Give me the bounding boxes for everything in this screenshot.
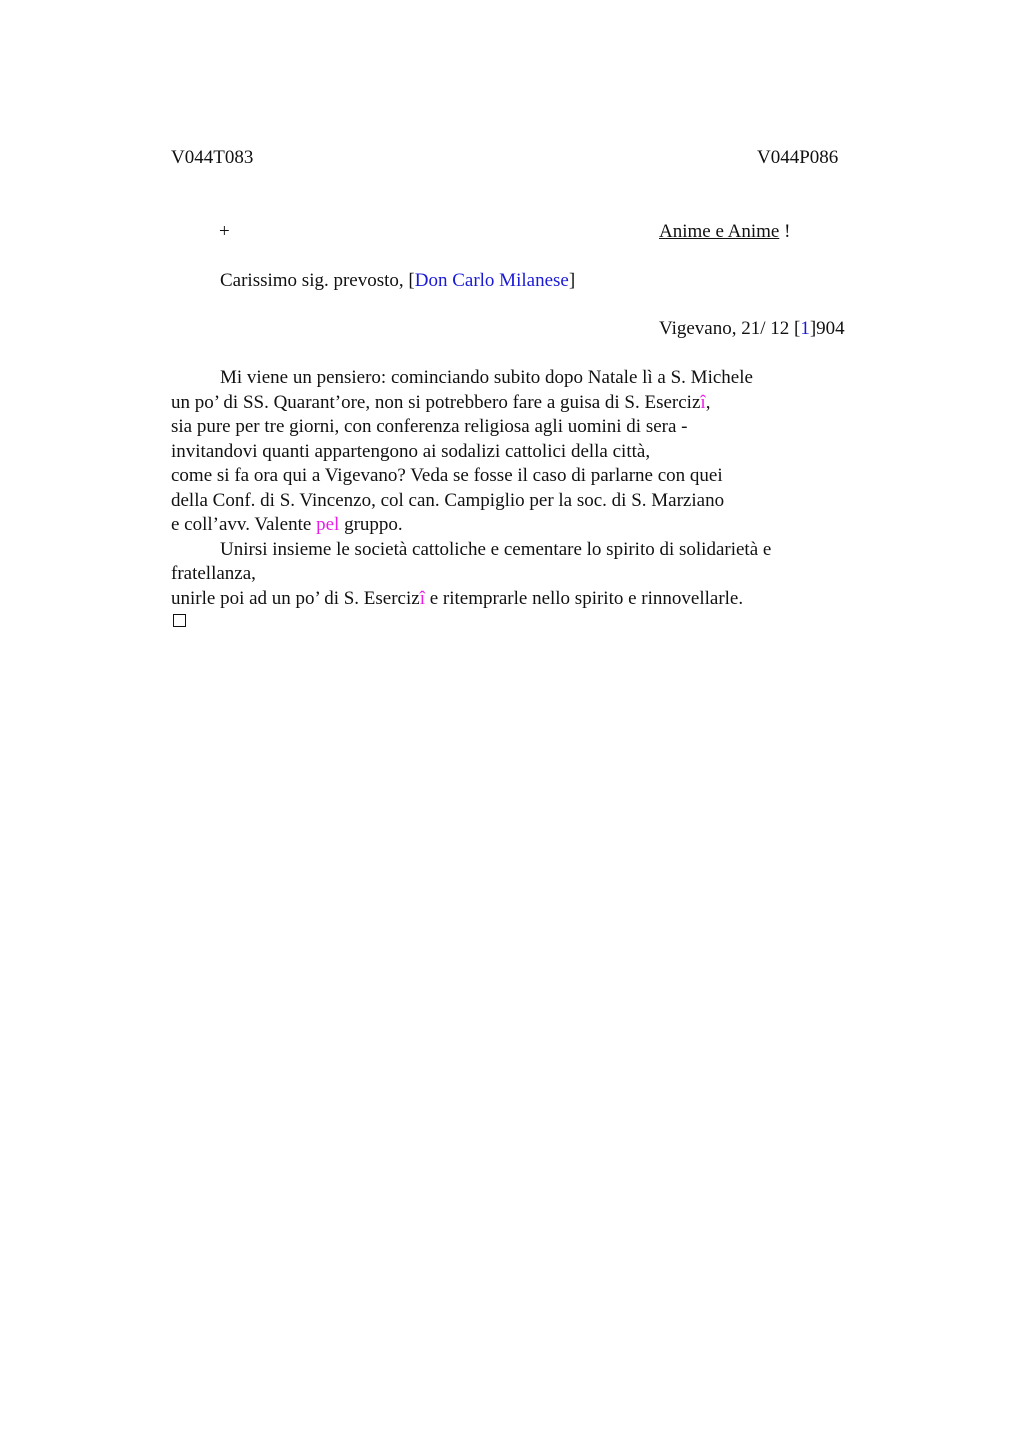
- salutation-prefix: Carissimo sig. prevosto, [: [220, 270, 415, 291]
- letter-title-exclamation: !: [779, 221, 791, 242]
- body-line-2-text: un po’ di SS. Quarant’ore, non si potrebbero fare a guisa di S. Eserciz: [171, 392, 701, 413]
- body-line-10-text-end: e ritemprarle nello spirito e rinnovellarle.: [424, 588, 744, 609]
- body-line-5: come si fa ora qui a Vigevano? Veda se fosse il caso di parlarne con quei: [171, 465, 723, 486]
- letter-title-text: Anime e Anime: [659, 221, 780, 242]
- body-line-10-text-start: unirle poi ad un po’ di S. Eserciz: [171, 588, 420, 609]
- body-line-1: Mi viene un pensiero: cominciando subito dopo Natale lì a S. Michele: [220, 367, 753, 388]
- body-line-7-highlight: pel: [316, 514, 340, 535]
- body-line-8: Unirsi insieme le società cattoliche e cementare lo spirito di solidarietà e: [220, 539, 772, 560]
- body-line-10: [171, 587, 743, 611]
- cross-mark: +: [219, 221, 230, 242]
- end-of-text-box-icon: [173, 614, 186, 627]
- body-line-4: invitandovi quanti appartengono ai sodalizi cattolici della città,: [171, 441, 651, 462]
- body-line-10-highlight: î: [419, 588, 425, 609]
- document-code-left: V044T083: [171, 147, 254, 168]
- body-line-7-text-start: e coll’avv. Valente: [171, 514, 317, 535]
- body-line-6: della Conf. di S. Vincenzo, col can. Campiglio per la soc. di S. Marziano: [171, 490, 725, 511]
- body-line-2: [171, 391, 710, 415]
- salutation-suffix: ]: [568, 270, 576, 291]
- body-line-2-highlight: î: [700, 392, 706, 413]
- body-line-7: [171, 513, 403, 537]
- body-line-2-punct: ,: [705, 392, 711, 413]
- body-line-3: sia pure per tre giorni, con conferenza religiosa agli uomini di sera -: [171, 416, 688, 437]
- dateline: [659, 317, 845, 341]
- body-line-7-text-end: gruppo.: [339, 514, 403, 535]
- salutation: [220, 269, 575, 293]
- dateline-editorial-digit: 1: [800, 318, 810, 339]
- document-code-right: V044P086: [757, 147, 839, 168]
- letter-title: [659, 220, 790, 244]
- body-line-9: fratellanza,: [171, 563, 256, 584]
- dateline-prefix: Vigevano, 21/ 12 [: [659, 318, 801, 339]
- dateline-suffix: ]904: [809, 318, 845, 339]
- salutation-recipient-name: Don Carlo Milanese: [414, 270, 569, 291]
